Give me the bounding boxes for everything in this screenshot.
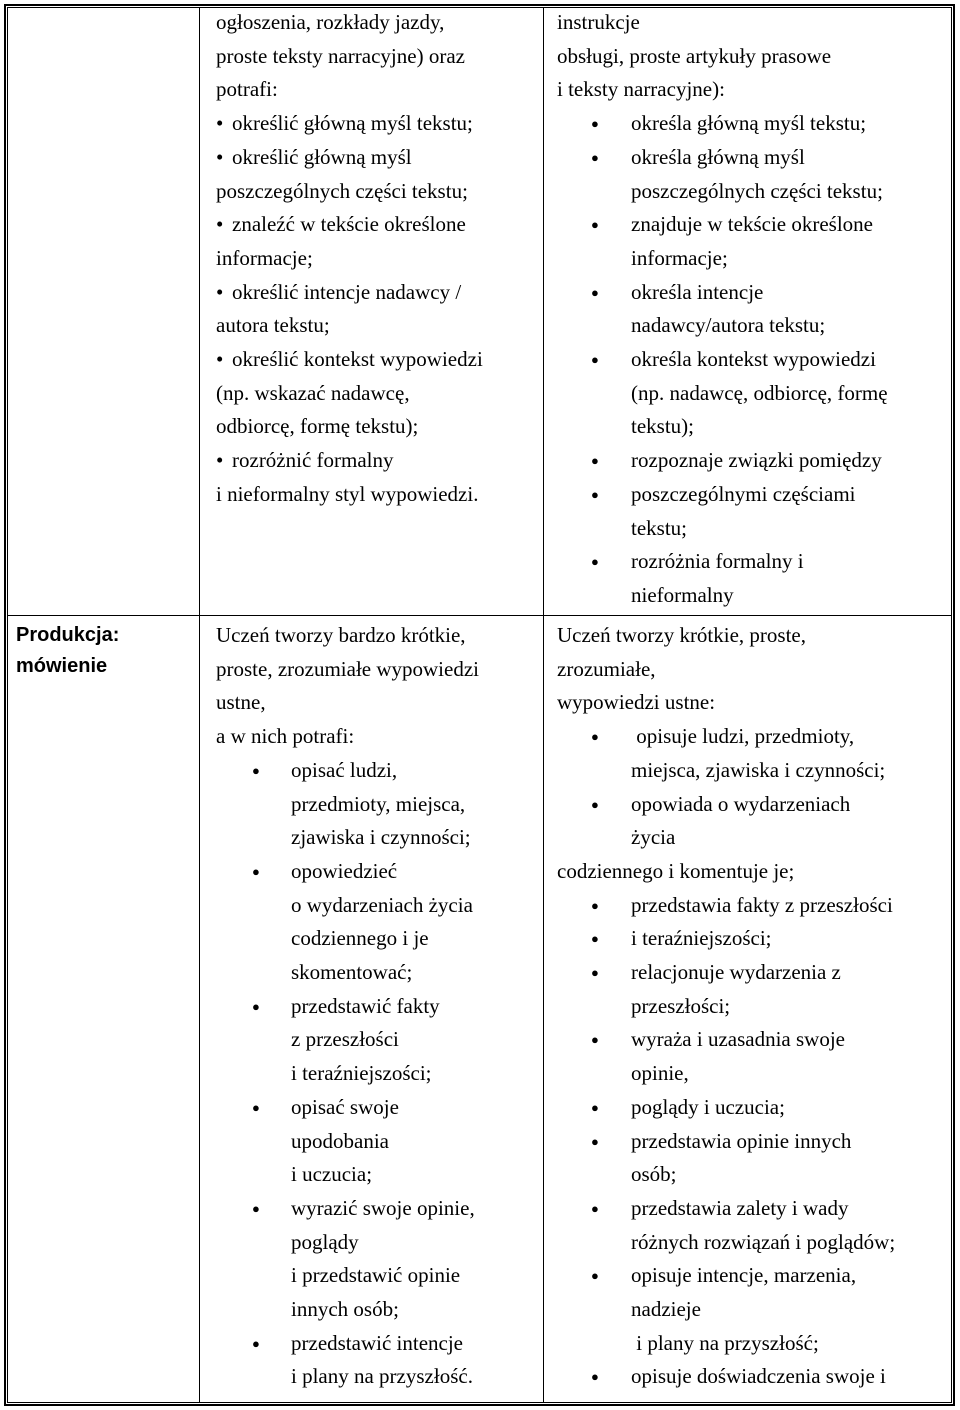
list-item: ● przedstawić intencje i plany na przyszłość. <box>216 1327 542 1394</box>
row1-middle-list <box>216 276 542 310</box>
border-right <box>953 4 955 1406</box>
row2-label-cell <box>16 620 191 682</box>
list-item: ● znajduje w tekście określone informacje; <box>557 208 949 275</box>
list-item: ● rozpoznaje związki pomiędzy <box>557 444 949 478</box>
row2-right-intro-line: zrozumiałe, <box>557 656 656 681</box>
list-item: ● określa intencje nadawcy/autora tekstu; <box>557 276 949 343</box>
column-divider-2 <box>543 7 544 1403</box>
row1-middle-intro-line: proste teksty narracyjne) oraz <box>216 43 465 68</box>
list-item: ● przedstawić fakty z przeszłości i teraźniejszości; <box>216 990 542 1091</box>
list-item: • określić kontekst wypowiedzi <box>216 343 542 377</box>
row2-middle-intro-line: proste, zrozumiałe wypowiedzi <box>216 656 479 681</box>
border-bottom <box>4 1404 955 1406</box>
row1-right-intro-line: instrukcje <box>557 10 640 34</box>
row2-middle-intro-line: Uczeń tworzy bardzo krótkie, <box>216 623 466 647</box>
list-item: ● opisać ludzi, przedmioty, miejsca, zjawiska i czynności; <box>216 754 542 855</box>
row-divider <box>7 615 952 616</box>
list-item: • określić główną myśl <box>216 141 542 175</box>
list-item: • określić intencje nadawcy / <box>216 276 542 310</box>
continuation-line: odbiorcę, formę tekstu); <box>216 414 419 439</box>
row1-right-cell <box>557 6 949 613</box>
row2-right-list-b <box>557 889 949 1395</box>
list-item: ● wyraża i uzasadnia swoje opinie, <box>557 1023 949 1090</box>
row1-right-intro-line: obsługi, proste artykuły prasowe <box>557 43 832 68</box>
list-item: ● i teraźniejszości; <box>557 922 949 956</box>
row1-middle-list <box>216 107 542 174</box>
row1-middle-list <box>216 343 542 377</box>
row2-middle-list <box>216 754 542 1394</box>
row2-right-cell <box>557 619 949 1394</box>
border-left-inner <box>7 7 8 1403</box>
row2-right-intro-line: wypowiedzi ustne: <box>557 690 716 715</box>
border-right-inner <box>951 7 952 1403</box>
row1-right-intro-line: i teksty narracyjne): <box>557 77 725 102</box>
list-item: ● poszczególnymi częściami tekstu; <box>557 478 949 545</box>
list-item: ● określa główną myśl tekstu; <box>557 107 949 141</box>
list-item: ● rozróżnia formalny i nieformalny <box>557 545 949 612</box>
continuation-line: i nieformalny styl wypowiedzi. <box>216 481 479 506</box>
row2-middle-intro-line: ustne, <box>216 690 266 715</box>
list-item: ● opisuje intencje, marzenia, nadzieje i plany na przyszłość; <box>557 1259 949 1360</box>
list-item: ● określa kontekst wypowiedzi (np. nadawcę, odbiorcę, formę tekstu); <box>557 343 949 444</box>
row1-middle-intro-line: ogłoszenia, rozkłady jazdy, <box>216 10 445 34</box>
section-label: mówienie <box>16 655 108 677</box>
list-item: ● przedstawia zalety i wady różnych rozwiązań i poglądów; <box>557 1192 949 1259</box>
list-item: ● opowiada o wydarzeniach życia <box>557 788 949 855</box>
border-left <box>4 4 6 1406</box>
list-item: ● opisuje doświadczenia swoje i <box>557 1360 949 1394</box>
list-item: ● przedstawia opinie innych osób; <box>557 1125 949 1192</box>
continuation-line: codziennego i komentuje je; <box>557 858 795 883</box>
border-bottom-inner <box>7 1402 952 1403</box>
column-divider-1 <box>199 7 200 1403</box>
row1-right-list <box>557 107 949 613</box>
row2-middle-intro-line: a w nich potrafi: <box>216 724 355 749</box>
list-item: • rozróżnić formalny <box>216 444 542 478</box>
list-item: ● poglądy i uczucia; <box>557 1091 949 1125</box>
list-item: ● określa główną myśl poszczególnych części tekstu; <box>557 141 949 208</box>
row2-right-list-a <box>557 720 949 855</box>
row1-middle-intro-line: potrafi: <box>216 77 278 102</box>
row1-middle-list <box>216 208 542 242</box>
list-item: ● opisuje ludzi, przedmioty, miejsca, zjawiska i czynności; <box>557 720 949 787</box>
section-label: Produkcja: <box>16 624 120 646</box>
list-item: • określić główną myśl tekstu; <box>216 107 542 141</box>
row2-right-intro-line: Uczeń tworzy krótkie, proste, <box>557 623 806 647</box>
list-item: • znaleźć w tekście określone <box>216 208 542 242</box>
continuation-line: autora tekstu; <box>216 313 330 338</box>
row1-middle-list <box>216 444 542 478</box>
list-item: ● opowiedzieć o wydarzeniach życia codziennego i je skomentować; <box>216 855 542 990</box>
list-item: ● przedstawia fakty z przeszłości <box>557 889 949 923</box>
row2-middle-cell <box>216 619 542 1394</box>
row1-middle-cell <box>216 6 542 512</box>
continuation-line: poszczególnych części tekstu; <box>216 178 468 203</box>
list-item: ● opisać swoje upodobania i uczucia; <box>216 1091 542 1192</box>
list-item: ● relacjonuje wydarzenia z przeszłości; <box>557 956 949 1023</box>
continuation-line: (np. wskazać nadawcę, <box>216 380 410 405</box>
continuation-line: informacje; <box>216 245 313 270</box>
list-item: ● wyrazić swoje opinie, poglądy i przedstawić opinie innych osób; <box>216 1192 542 1327</box>
